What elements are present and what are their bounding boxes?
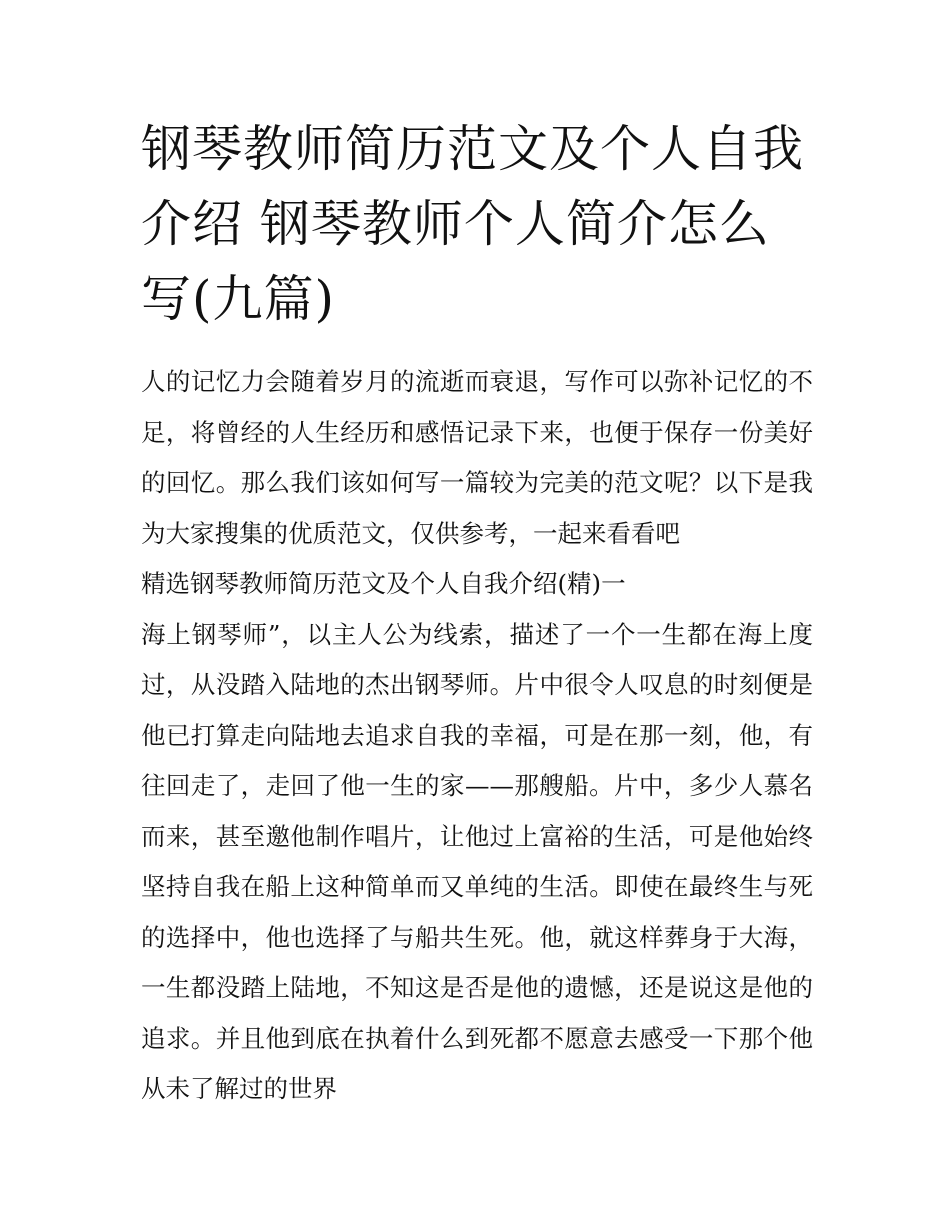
section-paragraph: 海上钢琴师”，以主人公为线索，描述了一个一生都在海上度过，从没踏入陆地的杰出钢琴师。片中很令人叹息的时刻便是他已打算走向陆地去追求自我的幸福，可是在那一刻，他，有往回走了，走回了他一生的家——那艘船。片中，多少人慕名而来，甚至邀他制作唱片，让他过上富裕的生活，可是他始终坚持自我在船上这种简单而又单纯的生活。即使在最终生与死的选择中，他也选择了与船共生死。他，就这样葬身于大海，一生都没踏上陆地，不知这是否是他的遗憾，还是说这是他的追求。并且他到底在执着什么到死都不愿意去感受一下那个他从未了解过的世界 — [141, 619, 813, 1103]
document-body — [141, 357, 813, 1115]
document-content — [141, 112, 813, 1115]
section-heading: 精选钢琴教师简历范文及个人自我介绍(精)一 — [141, 569, 626, 598]
document-title: 钢琴教师简历范文及个人自我介绍 钢琴教师个人简介怎么写(九篇) — [141, 120, 804, 328]
intro-paragraph: 人的记忆力会随着岁月的流逝而衰退，写作可以弥补记忆的不足，将曾经的人生经历和感悟记录下来，也便于保存一份美好的回忆。那么我们该如何写一篇较为完美的范文呢？以下是我为大家搜集的优质范文，仅供参考，一起来看看吧 — [141, 367, 813, 548]
